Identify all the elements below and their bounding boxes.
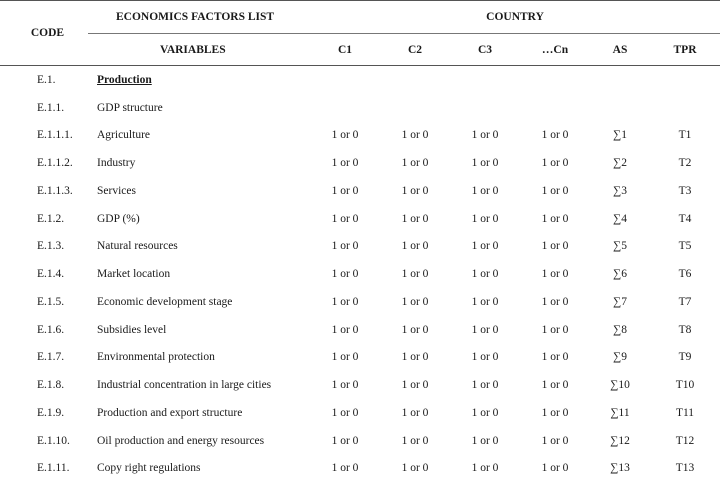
c2-column-header: C2 bbox=[380, 34, 450, 66]
row-cn-value: 1 or 0 bbox=[520, 455, 590, 482]
row-c1-value: 1 or 0 bbox=[310, 455, 380, 482]
code-column-header: CODE bbox=[0, 1, 88, 66]
row-c2-value: 1 or 0 bbox=[380, 344, 450, 372]
row-variable: Services bbox=[88, 177, 310, 205]
row-c2-value: 1 or 0 bbox=[380, 177, 450, 205]
row-c3-value: 1 or 0 bbox=[450, 455, 520, 482]
row-cn-value: 1 or 0 bbox=[520, 260, 590, 288]
row-c3-value: 1 or 0 bbox=[450, 122, 520, 150]
row-cn-value: 1 or 0 bbox=[520, 288, 590, 316]
row-variable: Production and export structure bbox=[88, 399, 310, 427]
row-c1-value: 1 or 0 bbox=[310, 233, 380, 261]
table-row bbox=[0, 122, 720, 150]
table-row bbox=[0, 344, 720, 372]
row-as-value: ∑1 bbox=[590, 122, 650, 150]
row-as-value: ∑5 bbox=[590, 233, 650, 261]
row-c3-value: 1 or 0 bbox=[450, 316, 520, 344]
row-c3-value: 1 or 0 bbox=[450, 371, 520, 399]
row-tpr-value: T9 bbox=[650, 344, 720, 372]
row-code: E.1.9. bbox=[0, 399, 88, 427]
table-row bbox=[0, 371, 720, 399]
row-c1-value: 1 or 0 bbox=[310, 316, 380, 344]
row-c1-value: 1 or 0 bbox=[310, 371, 380, 399]
table-row bbox=[0, 149, 720, 177]
row-code: E.1.8. bbox=[0, 371, 88, 399]
row-c2-value: 1 or 0 bbox=[380, 427, 450, 455]
row-c2-value: 1 or 0 bbox=[380, 260, 450, 288]
as-column-header: AS bbox=[590, 34, 650, 66]
row-tpr-value: T10 bbox=[650, 371, 720, 399]
row-c1-value: 1 or 0 bbox=[310, 122, 380, 150]
row-c3-value: 1 or 0 bbox=[450, 344, 520, 372]
row-tpr-value: T2 bbox=[650, 149, 720, 177]
row-variable: Natural resources bbox=[88, 233, 310, 261]
table-row bbox=[0, 205, 720, 233]
subsection-title: GDP structure bbox=[88, 94, 310, 122]
table-row bbox=[0, 260, 720, 288]
row-cn-value: 1 or 0 bbox=[520, 316, 590, 344]
row-code: E.1.4. bbox=[0, 260, 88, 288]
row-c2-value: 1 or 0 bbox=[380, 233, 450, 261]
row-c2-value: 1 or 0 bbox=[380, 288, 450, 316]
c3-column-header: C3 bbox=[450, 34, 520, 66]
row-cn-value: 1 or 0 bbox=[520, 344, 590, 372]
row-c1-value: 1 or 0 bbox=[310, 205, 380, 233]
row-c3-value: 1 or 0 bbox=[450, 260, 520, 288]
row-as-value: ∑2 bbox=[590, 149, 650, 177]
tpr-column-header: TPR bbox=[650, 34, 720, 66]
economics-factors-list-header: ECONOMICS FACTORS LIST bbox=[88, 1, 310, 34]
row-c3-value: 1 or 0 bbox=[450, 399, 520, 427]
row-c2-value: 1 or 0 bbox=[380, 455, 450, 482]
cn-column-header: …Cn bbox=[520, 34, 590, 66]
row-cn-value: 1 or 0 bbox=[520, 122, 590, 150]
row-as-value: ∑8 bbox=[590, 316, 650, 344]
table-row bbox=[0, 288, 720, 316]
row-as-value: ∑9 bbox=[590, 344, 650, 372]
row-variable: Economic development stage bbox=[88, 288, 310, 316]
row-code: E.1.6. bbox=[0, 316, 88, 344]
table-row bbox=[0, 316, 720, 344]
c1-column-header: C1 bbox=[310, 34, 380, 66]
row-variable: Subsidies level bbox=[88, 316, 310, 344]
subsection-code: E.1.1. bbox=[0, 94, 88, 122]
row-cn-value: 1 or 0 bbox=[520, 399, 590, 427]
table-header bbox=[0, 1, 720, 66]
row-cn-value: 1 or 0 bbox=[520, 205, 590, 233]
row-as-value: ∑12 bbox=[590, 427, 650, 455]
row-code: E.1.1.3. bbox=[0, 177, 88, 205]
row-cn-value: 1 or 0 bbox=[520, 149, 590, 177]
row-cn-value: 1 or 0 bbox=[520, 371, 590, 399]
row-c3-value: 1 or 0 bbox=[450, 427, 520, 455]
row-variable: Industry bbox=[88, 149, 310, 177]
row-variable: Copy right regulations bbox=[88, 455, 310, 482]
row-c3-value: 1 or 0 bbox=[450, 149, 520, 177]
row-c3-value: 1 or 0 bbox=[450, 205, 520, 233]
row-variable: Environmental protection bbox=[88, 344, 310, 372]
row-as-value: ∑11 bbox=[590, 399, 650, 427]
row-cn-value: 1 or 0 bbox=[520, 427, 590, 455]
row-code: E.1.1.1. bbox=[0, 122, 88, 150]
section-title: Production bbox=[97, 74, 152, 86]
row-code: E.1.10. bbox=[0, 427, 88, 455]
row-code: E.1.7. bbox=[0, 344, 88, 372]
row-tpr-value: T1 bbox=[650, 122, 720, 150]
row-c1-value: 1 or 0 bbox=[310, 288, 380, 316]
row-code: E.1.3. bbox=[0, 233, 88, 261]
row-as-value: ∑6 bbox=[590, 260, 650, 288]
row-tpr-value: T8 bbox=[650, 316, 720, 344]
row-as-value: ∑10 bbox=[590, 371, 650, 399]
row-tpr-value: T7 bbox=[650, 288, 720, 316]
row-c2-value: 1 or 0 bbox=[380, 371, 450, 399]
subsection-row bbox=[0, 94, 720, 122]
row-tpr-value: T4 bbox=[650, 205, 720, 233]
row-c1-value: 1 or 0 bbox=[310, 177, 380, 205]
row-c1-value: 1 or 0 bbox=[310, 344, 380, 372]
row-c2-value: 1 or 0 bbox=[380, 316, 450, 344]
row-c1-value: 1 or 0 bbox=[310, 399, 380, 427]
row-c2-value: 1 or 0 bbox=[380, 122, 450, 150]
row-c3-value: 1 or 0 bbox=[450, 177, 520, 205]
row-variable: Agriculture bbox=[88, 122, 310, 150]
section-code: E.1. bbox=[0, 66, 88, 94]
row-as-value: ∑3 bbox=[590, 177, 650, 205]
row-c1-value: 1 or 0 bbox=[310, 427, 380, 455]
table-row bbox=[0, 399, 720, 427]
row-as-value: ∑13 bbox=[590, 455, 650, 482]
row-variable: GDP (%) bbox=[88, 205, 310, 233]
table-row bbox=[0, 177, 720, 205]
row-c1-value: 1 or 0 bbox=[310, 149, 380, 177]
header-row-1 bbox=[0, 1, 720, 34]
row-as-value: ∑7 bbox=[590, 288, 650, 316]
table-row bbox=[0, 427, 720, 455]
row-c2-value: 1 or 0 bbox=[380, 205, 450, 233]
row-tpr-value: T11 bbox=[650, 399, 720, 427]
variables-column-header: VARIABLES bbox=[88, 34, 310, 66]
table-row bbox=[0, 233, 720, 261]
row-variable: Market location bbox=[88, 260, 310, 288]
row-c2-value: 1 or 0 bbox=[380, 149, 450, 177]
section-row bbox=[0, 66, 720, 94]
row-variable: Oil production and energy resources bbox=[88, 427, 310, 455]
row-tpr-value: T6 bbox=[650, 260, 720, 288]
row-c2-value: 1 or 0 bbox=[380, 399, 450, 427]
row-cn-value: 1 or 0 bbox=[520, 177, 590, 205]
row-tpr-value: T3 bbox=[650, 177, 720, 205]
row-c3-value: 1 or 0 bbox=[450, 233, 520, 261]
row-tpr-value: T5 bbox=[650, 233, 720, 261]
row-tpr-value: T12 bbox=[650, 427, 720, 455]
table-body bbox=[0, 66, 720, 482]
row-c1-value: 1 or 0 bbox=[310, 260, 380, 288]
row-cn-value: 1 or 0 bbox=[520, 233, 590, 261]
row-code: E.1.2. bbox=[0, 205, 88, 233]
row-tpr-value: T13 bbox=[650, 455, 720, 482]
row-as-value: ∑4 bbox=[590, 205, 650, 233]
row-code: E.1.1.2. bbox=[0, 149, 88, 177]
header-row-2 bbox=[0, 34, 720, 66]
row-variable: Industrial concentration in large cities bbox=[88, 371, 310, 399]
country-header: COUNTRY bbox=[310, 1, 720, 34]
row-code: E.1.5. bbox=[0, 288, 88, 316]
row-c3-value: 1 or 0 bbox=[450, 288, 520, 316]
row-code: E.1.11. bbox=[0, 455, 88, 482]
